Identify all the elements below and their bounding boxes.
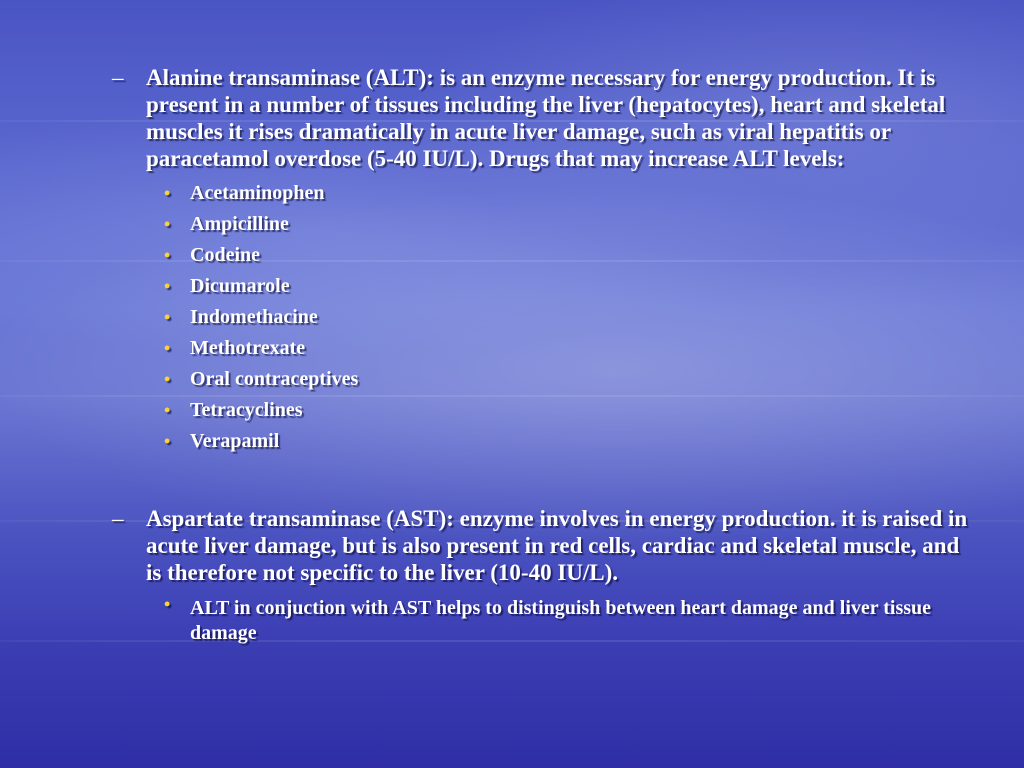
list-item: • Indomethacine [190, 302, 968, 333]
list-item: • Tetracyclines [190, 395, 968, 426]
list-item: • ALT in conjuction with AST helps to distinguish between heart damage and liver tissue damage [164, 594, 932, 644]
dash-marker: – [112, 506, 124, 531]
bullet-icon: • [164, 400, 171, 420]
list-item: • Acetaminophen [190, 178, 968, 209]
list-item: • Codeine [190, 240, 968, 271]
bullet-icon: • [164, 214, 171, 234]
ast-text: Aspartate transaminase (AST): enzyme involves in energy production. it is raised in acute liver damage, but is also present in red cells, cardiac and skeletal muscle, and is therefore not specific to the liver (10-40 IU/L). [146, 506, 968, 585]
bullet-icon: • [164, 183, 171, 203]
alt-drug-list [108, 178, 968, 457]
list-item: • Dicumarole [190, 271, 968, 302]
bullet-icon: • [164, 594, 171, 614]
alt-text: Alanine transaminase (ALT): is an enzyme necessary for energy production. It is present in a number of tissues including the liver (hepatocytes), heart and skeletal muscles it rises dramatically in acute liver damage, such as viral hepatitis or paracetamol overdose (5-40 IU/L). Drugs that may increase ALT levels: [146, 65, 946, 171]
list-item: • Methotrexate [190, 333, 968, 364]
bullet-icon: • [164, 307, 171, 327]
section-spacer [108, 457, 968, 505]
list-item: • Oral contraceptives [190, 364, 968, 395]
bullet-icon: • [164, 431, 171, 451]
alt-paragraph [108, 64, 968, 172]
ast-note-list [108, 592, 968, 646]
bullet-icon: • [164, 338, 171, 358]
ast-paragraph [108, 505, 968, 586]
slide-content [108, 64, 968, 646]
bullet-icon: • [164, 369, 171, 389]
list-item: • Ampicilline [190, 209, 968, 240]
list-item: • Verapamil [190, 426, 968, 457]
dash-marker: – [112, 65, 124, 90]
bullet-icon: • [164, 276, 171, 296]
bullet-icon: • [164, 245, 171, 265]
